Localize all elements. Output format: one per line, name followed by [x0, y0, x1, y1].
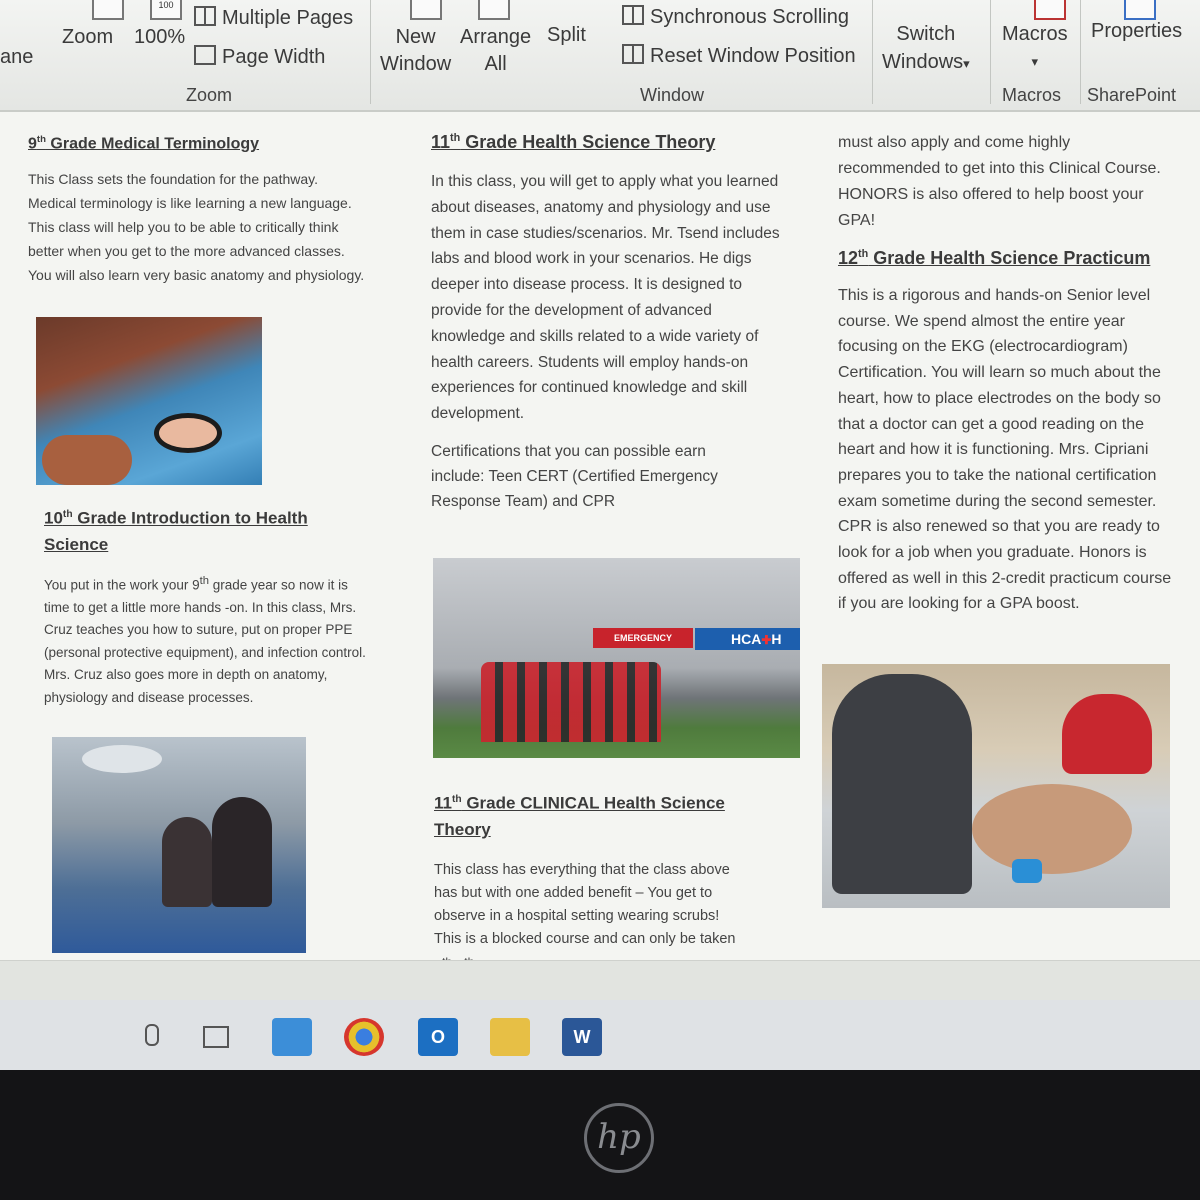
section-paragraph: [44, 570, 374, 710]
properties-button[interactable]: Properties: [1091, 20, 1183, 42]
certifications-paragraph: Certifications that you can possible earn include: Teen CERT (Certified Emergency Response Team) and CPR: [431, 442, 718, 510]
synchronous-scrolling-icon: [622, 5, 644, 25]
page-width-button[interactable]: [194, 45, 325, 69]
students-group-shape: [481, 662, 661, 742]
document-page[interactable]: [0, 112, 1200, 962]
navigation-pane-button[interactable]: ane: [0, 46, 34, 68]
hundred-percent-button[interactable]: 100%: [134, 26, 186, 48]
suture-pad-shape: [154, 413, 222, 453]
section-paragraph: must also apply and come highly recommended to get into this Clinical Course. HONORS is also offered to help boost your GPA!: [838, 134, 1161, 229]
multiple-pages-label: Multiple Pages: [222, 7, 354, 29]
heading-text: Grade CLINICAL Health Science Theory: [434, 793, 725, 839]
hundred-icon-text: 100: [158, 0, 174, 10]
new-window-line2: Window: [380, 53, 452, 75]
new-window-line1: New: [395, 26, 436, 48]
instructor-shape: [832, 674, 972, 894]
hp-logo: hp: [584, 1103, 654, 1173]
student-shape: [1062, 694, 1152, 774]
arrange-all-icon: [478, 0, 510, 20]
section-heading: [28, 134, 373, 153]
synchronous-scrolling-button[interactable]: [622, 5, 849, 29]
properties-icon: [1124, 0, 1156, 20]
split-button[interactable]: Split: [547, 24, 586, 46]
window-group-label: Window: [640, 85, 705, 105]
emergency-sign: EMERGENCY: [593, 628, 693, 648]
heading-number: 11: [434, 793, 452, 813]
group-divider: [370, 0, 371, 104]
ekg-training-photo: [822, 664, 1170, 908]
group-divider: [872, 0, 873, 104]
zoom-icon: [92, 0, 124, 20]
heading-number: 11: [431, 132, 451, 152]
macros-button[interactable]: [1002, 20, 1068, 76]
switch-windows-button[interactable]: [882, 20, 970, 78]
group-divider: [990, 0, 991, 104]
new-window-icon: [410, 0, 442, 20]
new-window-button[interactable]: [380, 24, 451, 78]
heading-number: 12: [838, 248, 859, 268]
chevron-down-icon: ▾: [1031, 54, 1039, 69]
zoom-button[interactable]: Zoom: [62, 26, 114, 48]
column-2-section-2: [434, 787, 764, 979]
ribbon-view-tab: [0, 0, 1200, 112]
column-2: [431, 132, 781, 514]
outlook-icon[interactable]: O: [418, 1018, 458, 1056]
heading-text: Grade Medical Terminology: [45, 135, 260, 153]
heading-superscript: th: [858, 248, 869, 260]
multiple-pages-button[interactable]: [194, 6, 353, 30]
macros-icon: [1034, 0, 1066, 20]
synchronous-scrolling-label: Synchronous Scrolling: [650, 6, 849, 28]
hospital-sign: [695, 628, 800, 650]
group-divider: [1080, 0, 1081, 104]
section-paragraph: This is a rigorous and hands-on Senior level course. We spend almost the entire year focusing on the EKG (electrocardiogram) Certification. You will learn so much about the heart, how to place electrodes on the body so that a doctor can get a good reading on the heart and how it is functioning. Mrs. Cipriani prepares you to take the national certification exam sometime during the second semester. CPR is also renewed so that you are ready to look for a job when you graduate. Honors is offered as well in this 2-credit practicum course if you are looking for a GPA boost.: [838, 287, 1172, 613]
heading-text: Grade Health Science Theory: [460, 132, 716, 152]
chrome-icon[interactable]: [344, 1018, 384, 1056]
reset-window-position-button[interactable]: [622, 44, 856, 68]
hospital-sign-text: HCA: [731, 631, 762, 647]
switch-line1: Switch: [896, 23, 956, 45]
reset-window-position-label: Reset Window Position: [650, 45, 856, 67]
suture-practice-photo: [36, 317, 262, 485]
column-3: [838, 130, 1183, 617]
heading-superscript: th: [62, 509, 73, 520]
section-paragraph: In this class, you will get to apply what you learned about diseases, anatomy and physiology and use them in case studies/scenarios. Mr. Tsend includes labs and blood work in your scenarios. He digs deeper into disease process. It is designed to provide for the development of advanced knowledge and skills related to a wide variety of health careers. Students will employ hands-on experiences for continued knowledge and skill development.: [431, 173, 780, 423]
reset-window-position-icon: [622, 44, 644, 64]
student-shape: [162, 817, 212, 907]
macros-label: Macros: [1002, 23, 1068, 45]
word-icon[interactable]: W: [562, 1018, 602, 1056]
mannequin-shape: [972, 784, 1132, 874]
operating-room-photo: [52, 737, 306, 953]
heading-number: 10: [44, 508, 63, 528]
page-gap: [0, 960, 1200, 1003]
file-explorer-icon[interactable]: [490, 1018, 530, 1056]
section-heading: [434, 787, 754, 843]
paragraph-text: grade year so now it is time to get a little more hands -on. In this class, Mrs. Cruz teaches you how to suture, put on proper PPE (personal protective equipment), and infection control. Mrs. Cruz also goes more in depth on anatomy, physiology and disease processes.: [44, 577, 366, 705]
paragraph-text: This class has everything that the class above has but with one added benefit – You get to observe in a hospital setting wearing scrubs! This is a blocked course and can only be taken: [434, 861, 736, 947]
section-heading: [431, 132, 781, 153]
paragraph-text: You put in the work your 9: [44, 577, 200, 593]
arrange-all-button[interactable]: [460, 24, 531, 78]
sharepoint-group-label: SharePoint: [1087, 85, 1177, 105]
calendar-icon[interactable]: [272, 1018, 312, 1056]
heading-number: 9: [28, 135, 37, 153]
student-shape: [212, 797, 272, 907]
zoom-group-label: Zoom: [186, 85, 233, 105]
cross-icon: ✚: [761, 633, 772, 647]
surgical-light-shape: [82, 745, 162, 773]
switch-line2: Windows: [882, 51, 964, 73]
paragraph-superscript: th: [199, 574, 209, 587]
microphone-icon[interactable]: [132, 1018, 172, 1056]
arrange-line2: All: [484, 53, 507, 75]
column-1: [28, 134, 373, 287]
chevron-down-icon: ▾: [963, 56, 970, 71]
page-width-label: Page Width: [222, 46, 326, 68]
heading-superscript: th: [36, 134, 46, 145]
hundred-percent-icon: [150, 0, 182, 20]
section-heading: [838, 248, 1183, 269]
macros-group-label: Macros: [1002, 85, 1062, 105]
windows-taskbar: [0, 1000, 1200, 1070]
column-1-section-2: [44, 502, 364, 709]
section-paragraph: This Class sets the foundation for the pathway. Medical terminology is like learning a new language. This class will help you to be able to critically think better when you get to the more advanced classes. You will also learn very basic anatomy and physiology.: [28, 171, 365, 284]
multiple-pages-icon: [194, 6, 216, 26]
ekg-device-shape: [1012, 859, 1042, 883]
heading-text: Grade Introduction to Health Science: [44, 508, 308, 554]
heading-superscript: th: [450, 132, 461, 144]
section-heading: [44, 502, 344, 558]
heading-text: Grade Health Science Practicum: [868, 248, 1151, 268]
page-width-icon: [194, 45, 216, 65]
hospital-group-photo: [433, 558, 800, 758]
heading-superscript: th: [451, 794, 462, 805]
hospital-sign-h: H: [771, 631, 782, 647]
task-view-icon[interactable]: [196, 1018, 236, 1056]
arrange-line1: Arrange: [460, 26, 532, 48]
hand-shape: [42, 435, 132, 485]
